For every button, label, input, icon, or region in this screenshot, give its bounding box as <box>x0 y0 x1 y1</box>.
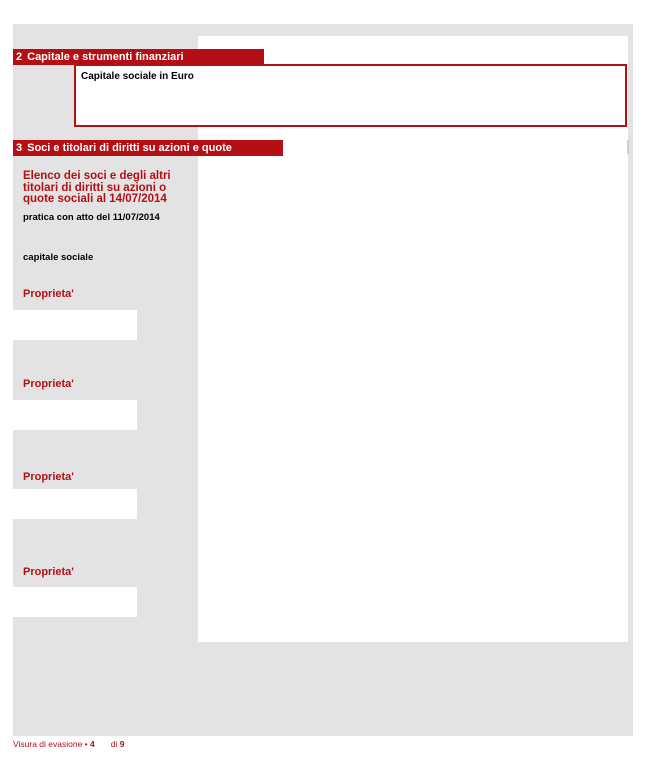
proprieta-label-4: Proprieta' <box>23 566 74 578</box>
section-2-number: 2 <box>16 51 23 63</box>
page-footer <box>13 739 124 749</box>
section-3-title: Soci e titolari di diritti su azioni e quote <box>27 142 232 154</box>
divider <box>627 140 629 154</box>
pratica-text: pratica con atto del 11/07/2014 <box>23 212 160 223</box>
shareholders-list-title: Elenco dei soci e degli altri titolari di diritti su azioni o quote sociali al 14/07/2014 <box>23 170 171 205</box>
proprieta-box-3 <box>13 489 137 519</box>
proprieta-label-2: Proprieta' <box>23 378 74 390</box>
proprieta-label-3: Proprieta' <box>23 471 74 483</box>
section-3-header <box>13 140 283 156</box>
footer-page-number: 4 <box>90 739 95 749</box>
footer-of: di <box>110 739 118 749</box>
footer-label: Visura di evasione • <box>13 739 88 749</box>
section-2-header <box>13 49 264 65</box>
proprieta-box-4 <box>13 587 137 617</box>
section-2-title: Capitale e strumenti finanziari <box>27 51 184 63</box>
proprieta-box-1 <box>13 310 137 340</box>
capitale-sociale-label: capitale sociale <box>23 252 94 263</box>
capital-box <box>74 64 627 127</box>
footer-total-pages: 9 <box>119 739 125 749</box>
section-3-number: 3 <box>16 142 23 154</box>
proprieta-label-1: Proprieta' <box>23 288 74 300</box>
capital-box-label: Capitale sociale in Euro <box>81 71 194 82</box>
proprieta-box-2 <box>13 400 137 430</box>
